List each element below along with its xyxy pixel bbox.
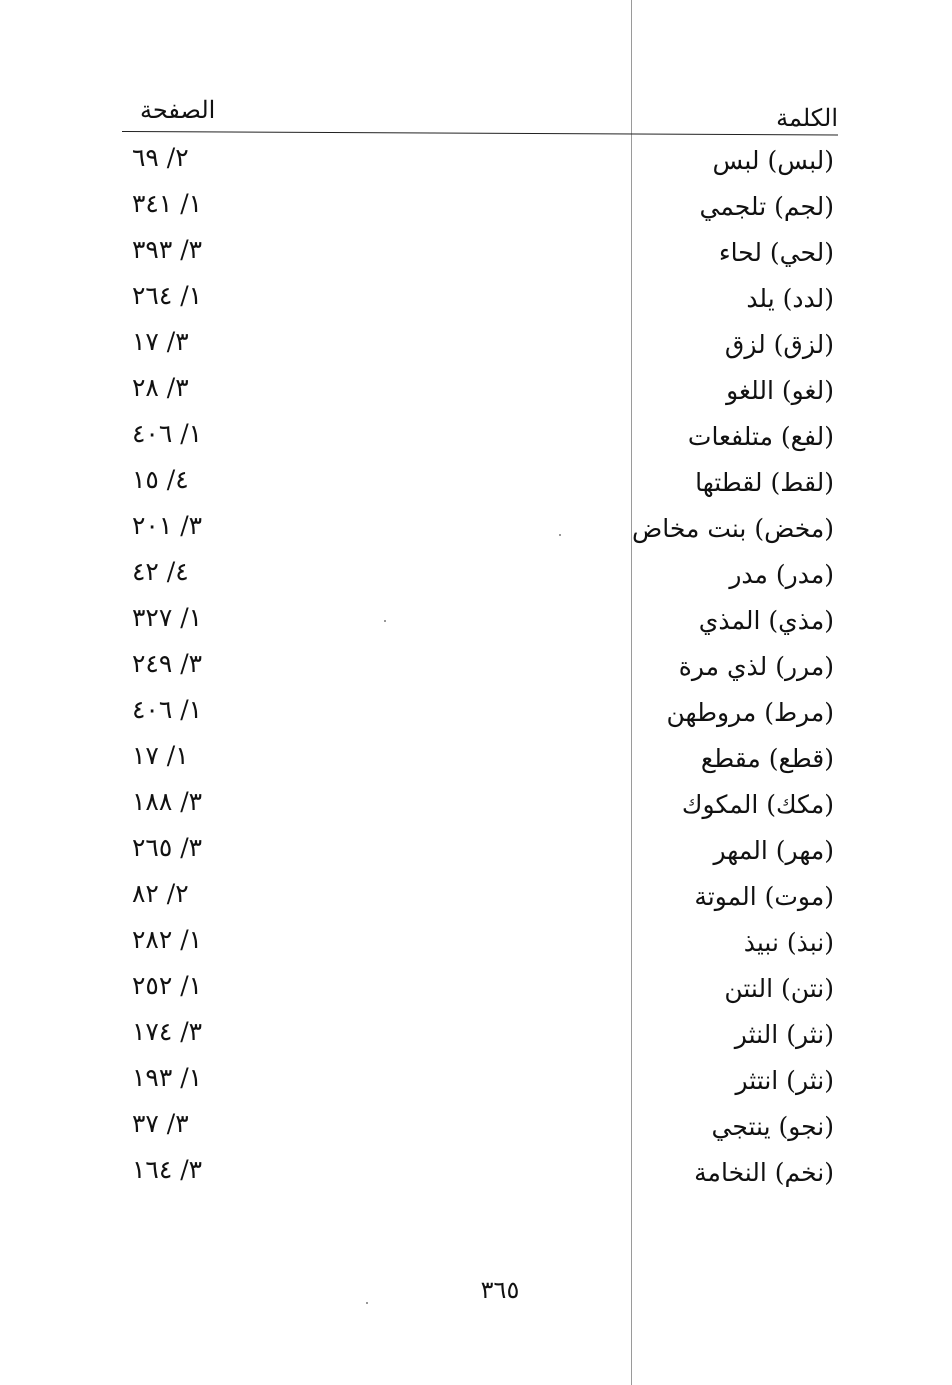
entry-word: (نثر) النثر [734,1020,834,1049]
entry-page-reference: ١/ ٤٠٦ [132,419,203,448]
header-rule [122,131,838,135]
entry-page-reference: ١/ ١٧ [132,741,189,770]
index-entry-row [120,508,840,554]
entry-word: (نخم) النخامة [694,1158,834,1187]
column-header-page: الصفحة [140,96,216,124]
entry-word: (لحي) لحاء [718,238,834,267]
entry-page-reference: ١/ ٢٦٤ [132,281,203,310]
index-entry-row [120,1152,840,1198]
entry-page-reference: ٣/ ٢٠١ [132,511,203,540]
entry-page-reference: ٣/ ١٨٨ [132,787,203,816]
entry-page-reference: ٣/ ٢٨ [132,373,189,402]
index-entry-row [120,1014,840,1060]
entry-page-reference: ٣/ ٢٤٩ [132,649,203,678]
entry-word: (لقط) لقطتها [695,468,834,497]
entry-page-reference: ١/ ٢٥٢ [132,971,203,1000]
entry-word: (نبذ) نبيذ [743,928,834,957]
entry-word: (مهر) المهر [713,836,834,865]
entry-word: (مدر) مدر [729,560,834,589]
entry-page-reference: ١/ ٢٨٢ [132,925,203,954]
entry-word: (لبس) لبس [712,146,834,175]
index-entry-row [120,922,840,968]
scan-speck [559,534,561,536]
scan-speck [384,620,386,622]
entry-page-reference: ٤/ ١٥ [132,465,189,494]
index-entry-row [120,830,840,876]
index-entry-row [120,692,840,738]
entry-page-reference: ١/ ١٩٣ [132,1063,203,1092]
index-entry-row [120,370,840,416]
index-entry-row [120,416,840,462]
scan-speck [366,1302,368,1304]
index-entry-row [120,876,840,922]
index-entries [120,140,840,1198]
index-entry-row [120,646,840,692]
entry-word: (لغو) اللغو [726,376,834,405]
entry-page-reference: ١/ ٣٢٧ [132,603,203,632]
entry-word: (مرر) لذي مرة [678,652,834,681]
entry-word: (مخض) بنت مخاض [632,514,834,543]
entry-word: (نتن) النتن [724,974,834,1003]
entry-page-reference: ٣/ ١٧٤ [132,1017,203,1046]
index-entry-row [120,1060,840,1106]
index-entry-row [120,554,840,600]
column-header-word: الكلمة [776,104,838,132]
entry-word: (مكك) المكوك [681,790,834,819]
entry-page-reference: ٤/ ٤٢ [132,557,189,586]
index-entry-row [120,462,840,508]
entry-word: (لفع) متلفعات [687,422,834,451]
entry-word: (نثر) انتثر [735,1066,834,1095]
entry-word: (لدد) يلد [746,284,834,313]
entry-page-reference: ١/ ٤٠٦ [132,695,203,724]
entry-page-reference: ٢/ ٨٢ [132,879,189,908]
entry-word: (مذي) المذي [698,606,834,635]
index-entry-row [120,1106,840,1152]
index-entry-row [120,140,840,186]
entry-page-reference: ٣/ ١٧ [132,327,189,356]
entry-word: (مرط) مروطهن [666,698,834,727]
index-entry-row [120,600,840,646]
entry-page-reference: ٣/ ٢٦٥ [132,833,203,862]
page-number: ٣٦٥ [480,1276,520,1304]
entry-page-reference: ٣/ ١٦٤ [132,1155,203,1184]
index-entry-row [120,784,840,830]
entry-page-reference: ٢/ ٦٩ [132,143,189,172]
entry-word: (لجم) تلجمي [699,192,834,221]
entry-word: (قطع) مقطع [700,744,834,773]
index-entry-row [120,324,840,370]
entry-page-reference: ٣/ ٣٩٣ [132,235,203,264]
entry-page-reference: ٣/ ٣٧ [132,1109,189,1138]
entry-page-reference: ١/ ٣٤١ [132,189,203,218]
index-entry-row [120,738,840,784]
entry-word: (نجو) ينتجي [711,1112,834,1141]
entry-word: (لزق) لزق [724,330,834,359]
index-entry-row [120,968,840,1014]
index-entry-row [120,232,840,278]
index-entry-row [120,278,840,324]
index-entry-row [120,186,840,232]
entry-word: (موت) الموتة [694,882,834,911]
